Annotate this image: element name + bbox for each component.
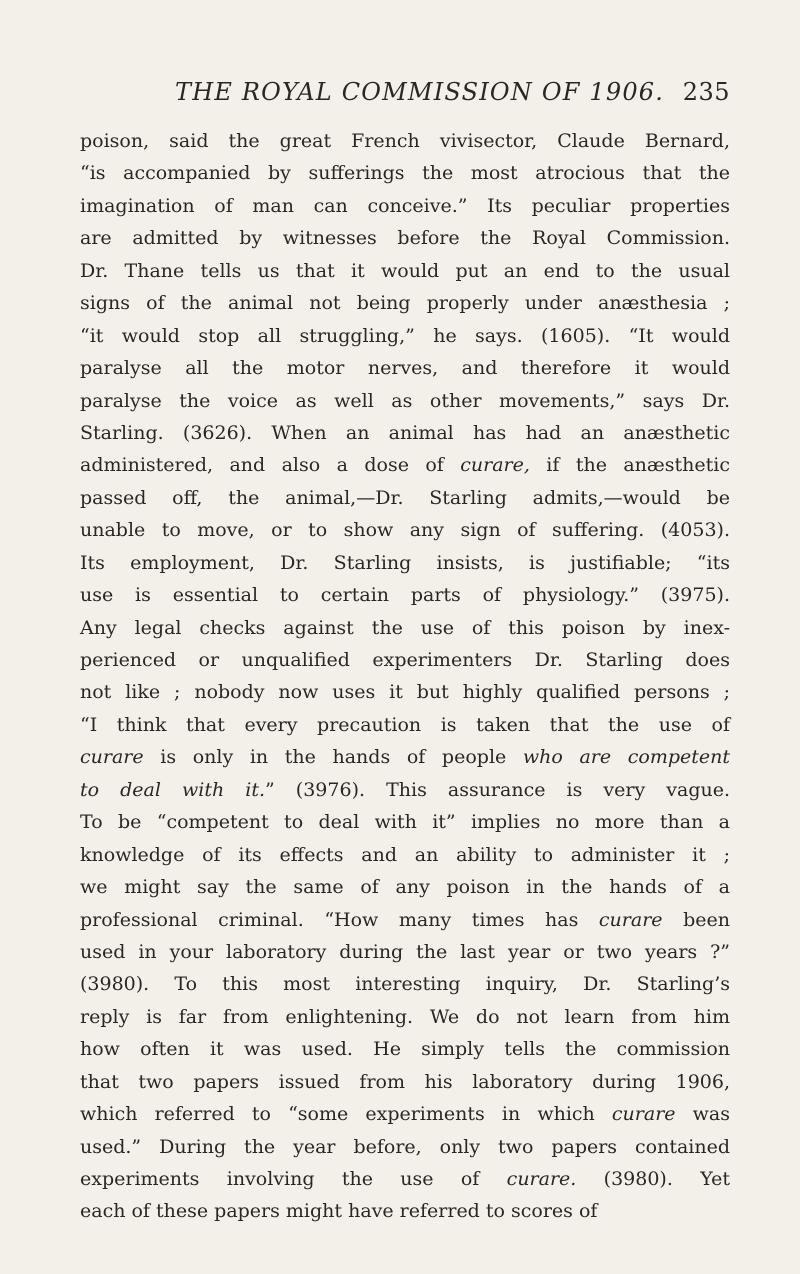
text-run: Its employment, Dr. Starling insists, is justifiable; “its	[80, 551, 730, 574]
text-run: “I think that every precaution is taken that the use of	[80, 713, 730, 736]
text-line	[80, 547, 730, 579]
text-line	[80, 255, 730, 287]
italic-text: curare	[598, 908, 663, 931]
text-line	[80, 320, 730, 352]
text-run: use is essential to certain parts of physiology.” (3975).	[80, 584, 730, 607]
text-line	[80, 482, 730, 514]
text-line	[80, 514, 730, 546]
text-run: perienced or unqualified experimenters Dr. Starling does	[80, 649, 730, 671]
text-run: administered, and also a dose of	[80, 454, 461, 477]
text-run: paralyse the voice as well as other movements,” says Dr.	[80, 389, 730, 412]
running-title: THE ROYAL COMMISSION OF 1906.	[175, 78, 665, 106]
text-run: “it would stop all struggling,” he says. (1605). “It would	[80, 324, 730, 347]
text-line	[80, 222, 730, 254]
text-run: ” (3976). This assurance is very vague.	[265, 778, 731, 801]
text-run: used.” During the year before, only two papers contained	[80, 1135, 730, 1158]
text-run: are admitted by witnesses before the Royal Commission.	[80, 227, 730, 250]
text-run: which referred to “some experiments in which	[80, 1103, 612, 1126]
text-run: To be “competent to deal with it” implies no more than a	[80, 811, 730, 834]
text-line	[80, 741, 730, 773]
text-line	[80, 839, 730, 871]
body-text	[80, 125, 730, 1228]
text-line	[80, 190, 730, 222]
text-line	[80, 417, 730, 449]
page-header	[80, 78, 730, 114]
text-run: we might say the same of any poison in the hands of a	[80, 876, 730, 899]
text-run: if the anæsthetic	[529, 454, 730, 477]
text-line	[80, 644, 730, 676]
text-run: reply is far from enlightening. We do not learn from him	[80, 1005, 730, 1028]
text-run: Dr. Thane tells us that it would put an end to the usual	[80, 259, 730, 282]
text-run: (3980). To this most interesting inquiry, Dr. Starling’s	[80, 973, 730, 996]
text-run: (3980). Yet	[576, 1168, 730, 1190]
text-run: each of these papers might have referred to scores of	[80, 1200, 598, 1223]
text-line	[80, 871, 730, 903]
text-run: imagination of man can conceive.” Its peculiar properties	[80, 194, 730, 217]
italic-text: curare	[611, 1103, 676, 1126]
text-line	[80, 968, 730, 1000]
text-run: paralyse all the motor nerves, and therefore it would	[80, 357, 730, 380]
text-run: Starling. (3626). When an animal has had an anæsthetic	[80, 421, 730, 444]
text-line	[80, 449, 730, 481]
text-line	[80, 157, 730, 189]
text-line	[80, 1163, 730, 1195]
text-line	[80, 709, 730, 741]
text-line	[80, 1033, 730, 1065]
text-line	[80, 287, 730, 319]
text-line	[80, 1001, 730, 1033]
text-run: is only in the hands of people	[143, 746, 523, 769]
text-line	[80, 579, 730, 611]
text-run: used in your laboratory during the last year or two years ?”	[80, 940, 730, 963]
text-line	[80, 612, 730, 644]
text-line	[80, 904, 730, 936]
italic-text: curare,	[460, 454, 530, 477]
text-run: professional criminal. “How many times has	[80, 908, 599, 931]
text-run: “is accompanied by sufferings the most atrocious that the	[80, 162, 730, 185]
text-run: poison, said the great French vivisector, Claude Bernard,	[80, 130, 730, 152]
text-line	[80, 385, 730, 417]
text-run: passed off, the animal,—Dr. Starling admits,—would be	[80, 486, 730, 509]
text-line	[80, 1195, 730, 1227]
text-run: signs of the animal not being properly under anæsthesia ;	[80, 292, 730, 315]
text-line	[80, 806, 730, 838]
text-run: unable to move, or to show any sign of suffering. (4053).	[80, 519, 730, 542]
italic-text: to deal with it.	[80, 778, 266, 801]
text-line	[80, 352, 730, 384]
text-line	[80, 936, 730, 968]
text-line	[80, 1066, 730, 1098]
text-run: Any legal checks against the use of this poison by inex-	[80, 616, 730, 639]
text-run: how often it was used. He simply tells the commission	[80, 1038, 730, 1061]
text-line	[80, 676, 730, 708]
italic-text: curare.	[506, 1168, 577, 1190]
italic-text: curare	[80, 746, 144, 769]
text-run: knowledge of its effects and an ability to administer it ;	[80, 843, 730, 866]
text-line	[80, 774, 730, 806]
page-number: 235	[682, 78, 730, 106]
text-run: not like ; nobody now uses it but highly qualified persons ;	[80, 681, 730, 704]
text-run: experiments involving the use of	[80, 1168, 507, 1190]
text-line	[80, 1098, 730, 1130]
italic-text: who are competent	[522, 746, 730, 769]
text-line	[80, 1131, 730, 1163]
text-run: that two papers issued from his laboratory during 1906,	[80, 1070, 730, 1093]
text-run: was	[675, 1103, 730, 1126]
text-run: been	[662, 908, 730, 931]
text-line	[80, 125, 730, 157]
